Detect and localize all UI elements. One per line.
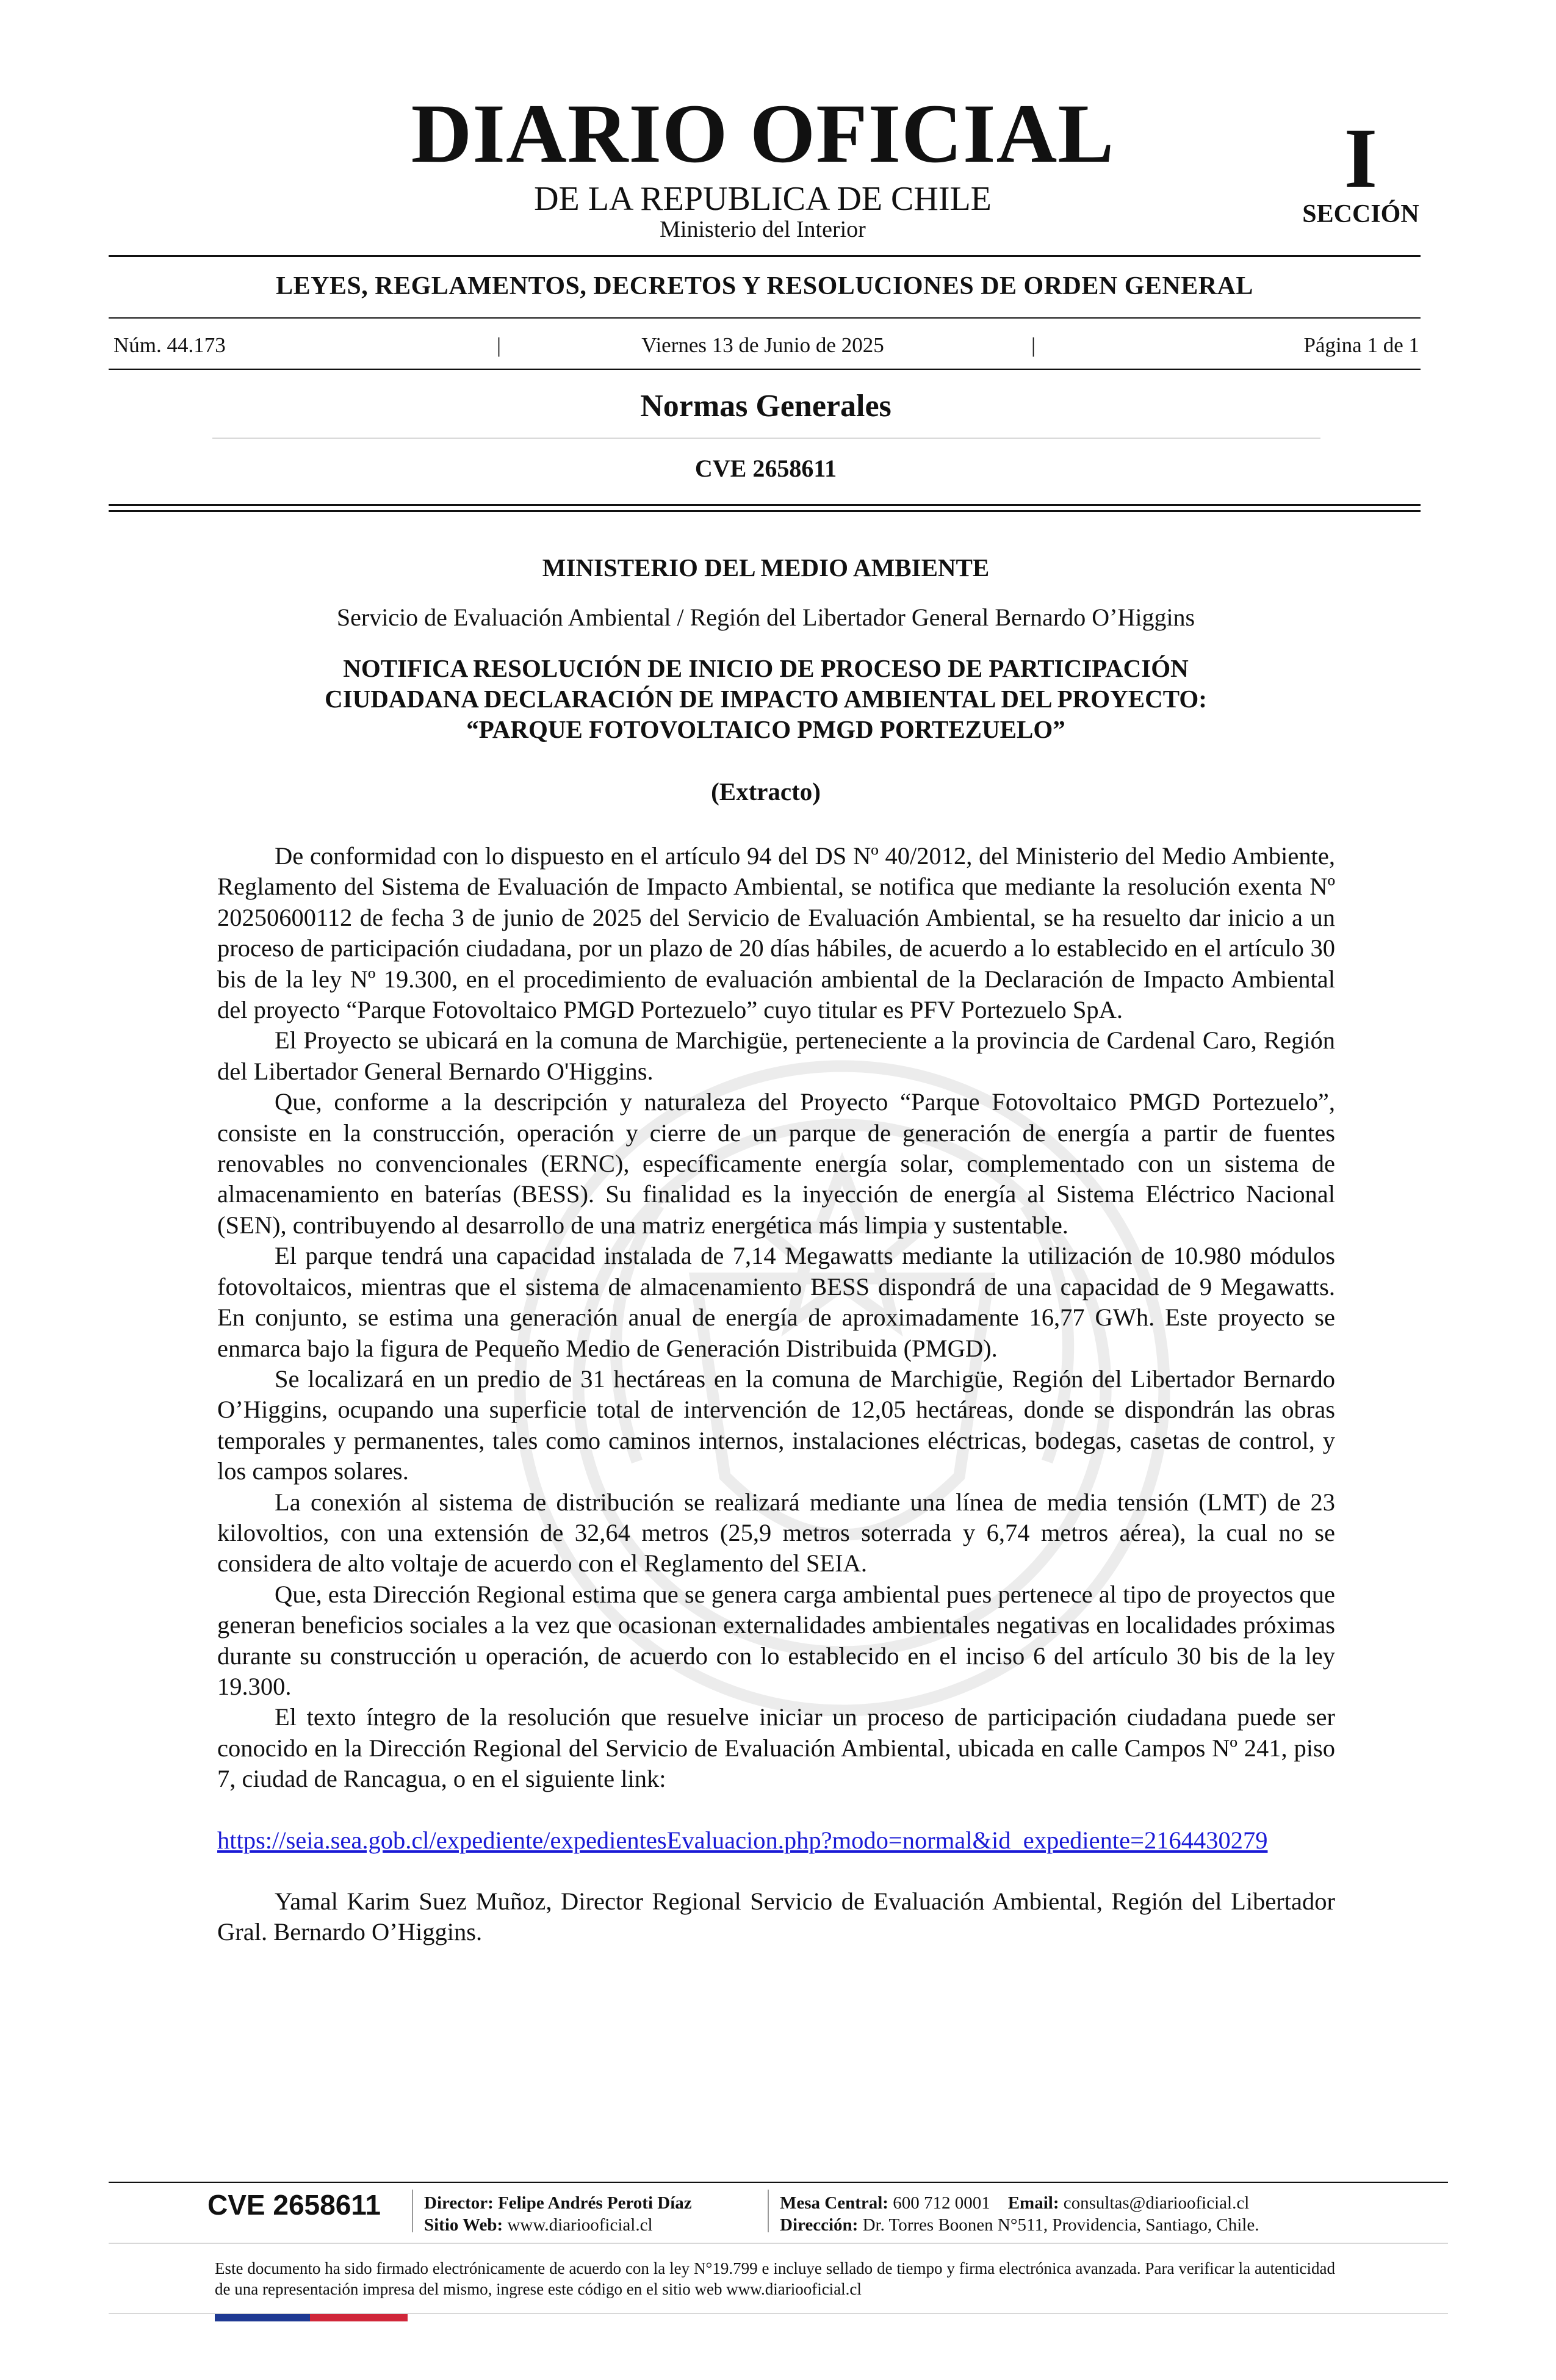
- footer-divider: [109, 2182, 1448, 2183]
- article-title: [183, 653, 1349, 745]
- masthead-ministry: Ministerio del Interior: [660, 217, 866, 242]
- masthead-subtitle: DE LA REPUBLICA DE CHILE: [534, 180, 992, 218]
- address-value: Dr. Torres Boonen N°511, Providencia, Santiago, Chile.: [862, 2215, 1259, 2235]
- web-address[interactable]: www.diariooficial.cl: [507, 2215, 653, 2235]
- legal-notice: Este documento ha sido firmado electrónicamente de acuerdo con la ley N°19.799 e incluye sellado de tiempo y firma electrónica avanzada. Para verificar la autenticidad de una representación impresa del mismo, ingrese este código en el sitio web www.diariooficial.cl: [215, 2259, 1335, 2298]
- masthead-divider: [109, 255, 1421, 257]
- section-number: I: [1344, 111, 1378, 206]
- footer-director-block: [424, 2192, 692, 2236]
- email-address[interactable]: consultas@diariooficial.cl: [1063, 2193, 1250, 2213]
- paragraph: Se localizará en un predio de 31 hectáreas en la comuna de Marchigüe, Región del Libertador Bernardo O’Higgins, ocupando una superficie total de intervención de 12,05 hectáreas, donde se dispondrán las obras temporales y permanentes, tales como caminos internos, instalaciones eléctricas, bodegas, casetas de control, y los campos solares.: [217, 1365, 1335, 1485]
- issue-date: Viernes 13 de Junio de 2025: [641, 333, 884, 357]
- paragraph: El texto íntegro de la resolución que resuelve iniciar un proceso de participación ciudadana puede ser conocido en la Dirección Regional del Servicio de Evaluación Ambiental, ubicada en calle Campos Nº 241, piso 7, ciudad de Rancagua, o en el siguiente link:: [217, 1703, 1335, 1793]
- paragraph: Que, esta Dirección Regional estima que se genera carga ambiental pues pertenece al tipo de proyectos que generan beneficios sociales a la vez que ocasionan externalidades ambientales negativas en localidades próximas durante su construcción u operación, de acuerdo con lo establecido en el inciso 6 del artículo 30 bis de la ley 19.300.: [217, 1580, 1335, 1700]
- footer-separator: [768, 2190, 769, 2232]
- flag-stripe-blue: [215, 2314, 310, 2321]
- article-title-line: CIUDADANA DECLARACIÓN DE IMPACTO AMBIENTAL DEL PROYECTO:: [325, 685, 1207, 713]
- mesa-label: Mesa Central:: [780, 2193, 888, 2213]
- director-label: Director:: [424, 2193, 494, 2213]
- expediente-link[interactable]: https://seia.sea.gob.cl/expediente/expedientesEvaluacion.php?modo=normal&id_expediente=2164430279: [217, 1826, 1268, 1854]
- extract-label: (Extracto): [711, 777, 821, 806]
- banner-divider: [109, 317, 1421, 319]
- service-line: Servicio de Evaluación Ambiental / Región del Libertador General Bernardo O’Higgins: [336, 604, 1195, 631]
- meta-divider: [109, 369, 1421, 370]
- director-name: Felipe Andrés Peroti Díaz: [498, 2193, 692, 2213]
- paragraph: El Proyecto se ubicará en la comuna de Marchigüe, perteneciente a la provincia de Cardenal Caro, Región del Libertador General Bernardo O'Higgins.: [217, 1026, 1335, 1085]
- web-label: Sitio Web:: [424, 2215, 503, 2235]
- banner-title: LEYES, REGLAMENTOS, DECRETOS Y RESOLUCIONES DE ORDEN GENERAL: [276, 272, 1253, 300]
- ministry-heading: MINISTERIO DEL MEDIO AMBIENTE: [542, 554, 990, 582]
- issue-number: Núm. 44.173: [113, 333, 226, 357]
- email-label: Email:: [1007, 2193, 1059, 2213]
- page-number: Página 1 de 1: [1303, 333, 1419, 357]
- section-heading: Normas Generales: [640, 389, 891, 424]
- article-body: [217, 841, 1335, 1948]
- link-paragraph: [217, 1825, 1335, 1856]
- mesa-phone: 600 712 0001: [893, 2193, 990, 2213]
- header-double-rule-top: [109, 504, 1421, 506]
- article-title-line: NOTIFICA RESOLUCIÓN DE INICIO DE PROCESO DE PARTICIPACIÓN: [343, 654, 1189, 682]
- footer-separator: [412, 2190, 413, 2232]
- signature: Yamal Karim Suez Muñoz, Director Regional Servicio de Evaluación Ambiental, Región del Libertador Gral. Bernardo O’Higgins.: [217, 1888, 1335, 1946]
- section-label: SECCIÓN: [1302, 200, 1419, 228]
- paragraph: El parque tendrá una capacidad instalada de 7,14 Megawatts mediante la utilización de 10.980 módulos fotovoltaicos, mientras que el sistema de almacenamiento BESS dispondrá de una capacidad de 9 Megawatts. En conjunto, se estima una generación anual de energía de aproximadamente 16,77 GWh. Este proyecto se enmarca bajo la figura de Pequeño Medio de Generación Distribuida (PMGD).: [217, 1242, 1335, 1362]
- header-double-rule-bottom: [109, 510, 1421, 512]
- flag-stripe-red: [310, 2314, 408, 2321]
- article-title-line: “PARQUE FOTOVOLTAICO PMGD PORTEZUELO”: [466, 715, 1065, 743]
- paragraph: La conexión al sistema de distribución se realizará mediante una línea de media tensión (LMT) de 23 kilovoltios, con una extensión de 32,64 metros (25,9 metros soterrada y 6,74 metros aérea), la cual no se considera de alto voltaje de acuerdo con el Reglamento del SEIA.: [217, 1488, 1335, 1578]
- meta-separator: |: [1031, 333, 1036, 357]
- paragraph: Que, conforme a la descripción y naturaleza del Proyecto “Parque Fotovoltaico PMGD Portezuelo”, consiste en la construcción, operación y cierre de un parque de generación de energía a partir de fuentes renovables no convencionales (ERNC), específicamente energía solar, complementado con un sistema de almacenamiento en baterías (BESS). Su finalidad es la inyección de energía al Sistema Eléctrico Nacional (SEN), contribuyendo al desarrollo de una matriz energética más limpia y sustentable.: [217, 1088, 1335, 1239]
- cve-code: CVE 2658611: [694, 455, 837, 482]
- footer-contact-block: [780, 2192, 1259, 2236]
- footer-cve-code: CVE 2658611: [207, 2189, 381, 2221]
- meta-separator: |: [497, 333, 502, 357]
- address-label: Dirección:: [780, 2215, 859, 2235]
- paragraph: De conformidad con lo dispuesto en el artículo 94 del DS Nº 40/2012, del Ministerio del Medio Ambiente, Reglamento del Sistema de Evaluación de Impacto Ambiental, se notifica que mediante la resolución exenta Nº 20250600112 de fecha 3 de junio de 2025 del Servicio de Evaluación Ambiental, se ha resuelto dar inicio a un proceso de participación ciudadana, por un plazo de 20 días hábiles, de acuerdo a lo establecido en el artículo 30 bis de la ley Nº 19.300, en el procedimiento de evaluación ambiental de la Declaración de Impacto Ambiental del proyecto “Parque Fotovoltaico PMGD Portezuelo” cuyo titular es PFV Portezuelo SpA.: [217, 842, 1335, 1024]
- footer-divider: [109, 2243, 1448, 2244]
- masthead-title: DIARIO OFICIAL: [411, 87, 1115, 180]
- section-underline: [212, 438, 1320, 439]
